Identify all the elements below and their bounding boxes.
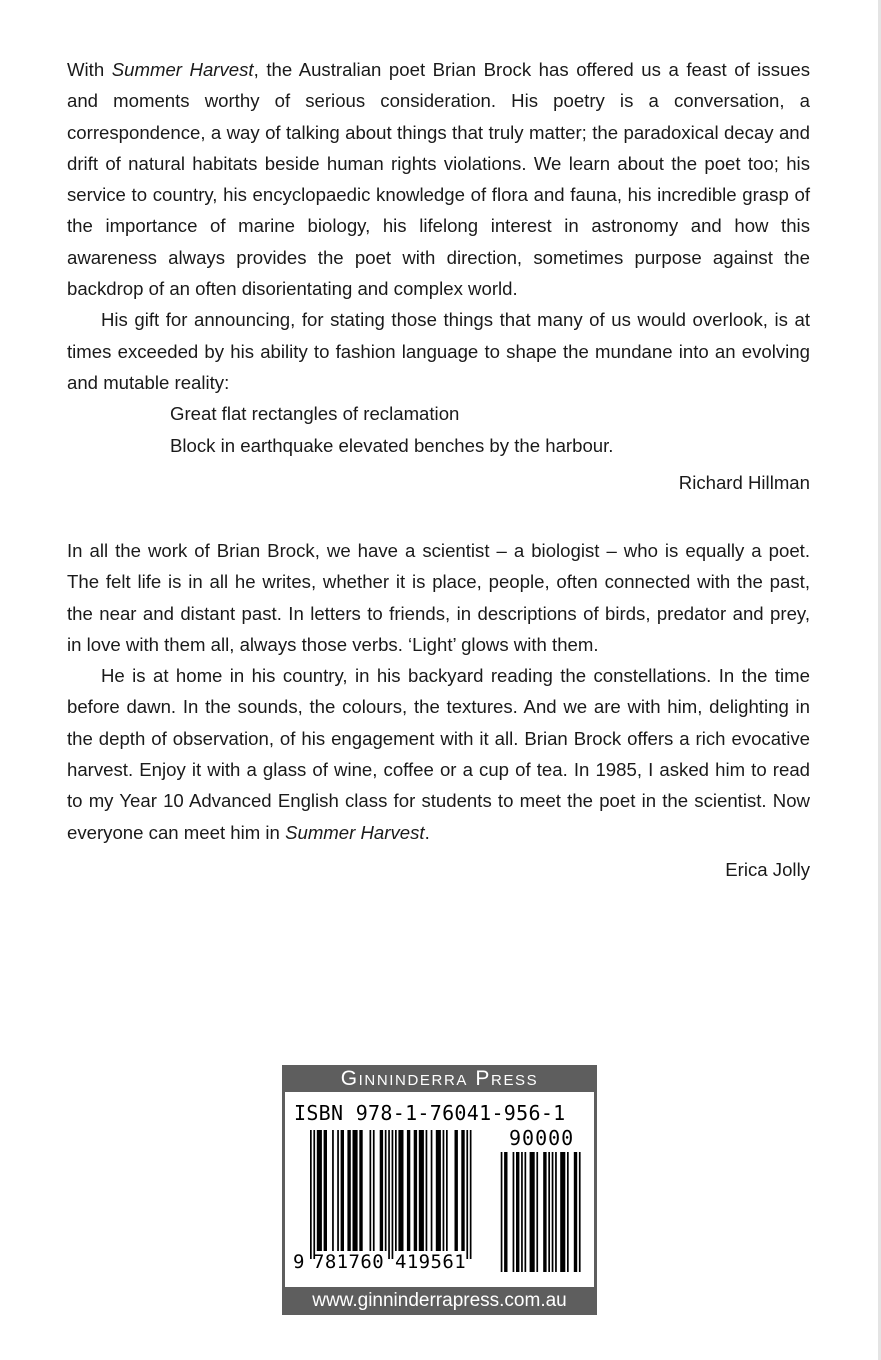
review-hillman xyxy=(67,54,810,498)
barcode-bar xyxy=(359,1130,362,1251)
barcode-bar xyxy=(579,1152,581,1272)
barcode-bar xyxy=(373,1130,375,1251)
publisher-website: www.ginninderrapress.com.au xyxy=(312,1290,567,1311)
barcode-guard-bar xyxy=(313,1130,315,1259)
barcode-bar xyxy=(567,1152,569,1272)
barcode-bar xyxy=(398,1130,403,1251)
barcode-bar xyxy=(443,1130,445,1251)
poem-quote-line-1: Great flat rectangles of reclamation xyxy=(170,403,460,425)
review-hillman-paragraph-1: With Summer Harvest, the Australian poet Brian Brock has offered us a feast of issues and moments worthy of serious consideration. His poetry is a conversation, a correspondence, a way of talking about things that truly matter; the paradoxical decay and drift of natural habitats beside human rights violations. We learn about the poet too; his service to country, his encyclopaedic knowledge of flora and fauna, his incredible grasp of the importance of marine biology, his lifelong interest in astronomy and how this awareness always provides the poet with direction, sometimes purpose against the backdrop of an often disorientating and complex world. xyxy=(67,59,810,300)
barcode-bar xyxy=(501,1152,503,1272)
barcode-bar xyxy=(543,1152,546,1272)
barcode-bar xyxy=(504,1152,507,1272)
reviewer-name: Erica Jolly xyxy=(725,858,810,880)
barcode-bar xyxy=(536,1152,538,1272)
barcode-bar xyxy=(370,1130,372,1251)
barcode-bar xyxy=(555,1152,557,1272)
barcode-bar xyxy=(324,1130,327,1251)
barcode-bar xyxy=(347,1130,350,1251)
barcode-bar xyxy=(530,1152,535,1272)
barcode-block xyxy=(282,1065,597,1315)
barcode-bar xyxy=(446,1130,448,1251)
reviewer-name: Richard Hillman xyxy=(678,471,810,493)
barcode-bar xyxy=(395,1130,397,1251)
barcode-bar xyxy=(431,1130,433,1251)
addon-price-code: 90000 xyxy=(509,1126,575,1150)
barcode-bar xyxy=(525,1152,527,1272)
barcode-bar xyxy=(552,1152,554,1272)
review-hillman-paragraph-2: His gift for announcing, for stating those things that many of us would overlook, is at times exceeded by his ability to fashion language to shape the mundane into an evolving and mutable reality: xyxy=(67,309,810,393)
barcode-panel xyxy=(285,1092,594,1287)
barcode-bar xyxy=(426,1130,428,1251)
barcode-main-bars xyxy=(310,1130,472,1259)
barcode-guard-bar xyxy=(388,1130,390,1259)
barcode-guard-bar xyxy=(392,1130,394,1259)
review-jolly-paragraph-1: In all the work of Brian Brock, we have a scientist – a biologist – who is equally a poet. The felt life is in all he writes, whether it is place, people, often connected with the past, the near and distant past. In letters to friends, in descriptions of birds, predator and prey, in love with them all, always those verbs. ‘Light’ glows with them. xyxy=(67,540,810,655)
poem-quote xyxy=(170,398,810,461)
isbn-label: ISBN 978-1-76041-956-1 xyxy=(294,1101,566,1125)
barcode-bar xyxy=(574,1152,577,1272)
barcode-guard-bar xyxy=(466,1130,468,1259)
barcode-bar xyxy=(455,1130,458,1251)
barcode-bar xyxy=(380,1130,383,1251)
review-jolly-paragraph-2: He is at home in his country, in his backyard reading the constellations. In the time before dawn. In the sounds, the colours, the textures. And we are with him, delighting in the depth of observation, of his engagement with it all. Brian Brock offers a rich evocative harvest. Enjoy it with a glass of wine, coffee or a cup of tea. In 1985, I asked him to read to my Year 10 Advanced English class for students to meet the poet in the scientist. Now everyone can meet him in Summer Harvest. xyxy=(67,665,810,843)
barcode-bar xyxy=(385,1130,387,1251)
barcode-bar xyxy=(414,1130,417,1251)
barcode-addon-bars xyxy=(501,1152,581,1272)
barcode-bar xyxy=(548,1152,550,1272)
barcode-bar xyxy=(353,1130,358,1251)
review-jolly xyxy=(67,535,810,885)
barcode-bar xyxy=(407,1130,410,1251)
barcode-digits-left: 781760 xyxy=(313,1251,385,1273)
barcode-bar xyxy=(419,1130,424,1251)
barcode-guard-bar xyxy=(310,1130,312,1259)
barcode-guard-bar xyxy=(470,1130,472,1259)
barcode-bar xyxy=(337,1130,339,1251)
barcode-bar xyxy=(513,1152,515,1272)
barcode-bar xyxy=(560,1152,565,1272)
barcode-digits-right: 419561 xyxy=(395,1251,467,1273)
publisher-name: Ginninderra Press xyxy=(340,1067,539,1090)
barcode-bar xyxy=(341,1130,344,1251)
book-title: Summer Harvest xyxy=(285,821,425,843)
barcode-bar xyxy=(516,1152,519,1272)
book-title: Summer Harvest xyxy=(111,59,254,80)
barcode-bar xyxy=(521,1152,523,1272)
barcode-digit-first: 9 xyxy=(293,1251,305,1273)
poem-quote-line-2: Block in earthquake elevated benches by the harbour. xyxy=(170,434,614,456)
barcode-bar xyxy=(461,1130,464,1251)
barcode-bar xyxy=(332,1130,334,1251)
barcode-bar xyxy=(317,1130,322,1251)
barcode-bar xyxy=(436,1130,441,1251)
